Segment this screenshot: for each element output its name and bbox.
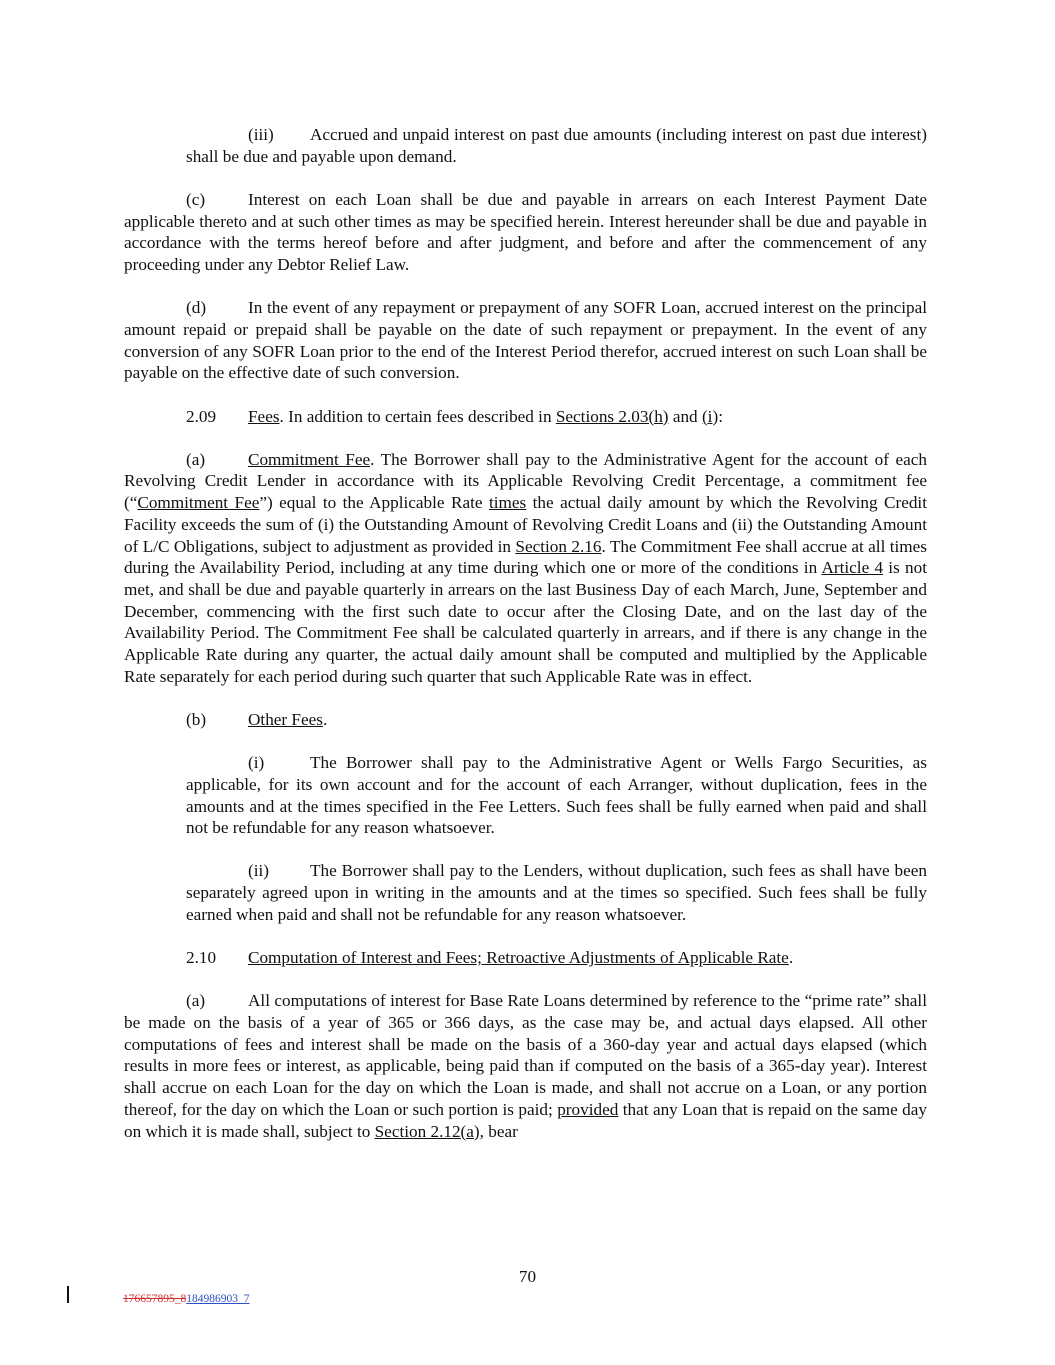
paragraph-number: (d) — [186, 298, 207, 318]
text-run: . The Borrower shall pay to the Administrative Agent for the account of each Revolving Credit Lender in accordance with its Applicable Revolving Credit Percentage, a commitment fee (“ — [124, 449, 927, 513]
text-run: : — [718, 406, 723, 426]
emphasis-provided: provided — [557, 1099, 619, 1119]
paragraph-other-fees-ii — [186, 860, 927, 925]
paragraph-text: The Borrower shall pay to the Administrative Agent or Wells Fargo Securities, as applicable, for its own account and for the account of each Arranger, without duplication, fees in the amounts and at the times specified in the Fee Letters. Such fees shall be fully earned when paid and shall not be refundable for any reason whatsoever. — [186, 753, 927, 838]
document-id-inserted: 184986903_7 — [186, 1293, 250, 1305]
cross-reference: Section 2.16 — [515, 536, 602, 556]
cross-reference: Section 2.12(a) — [374, 1121, 480, 1141]
text-run: . — [788, 948, 794, 968]
section-number: 2.10 — [186, 948, 217, 968]
text-run: . The Commitment Fee shall accrue at all times during the Availability Period, including at any time during which one or more of the conditions in — [124, 536, 927, 578]
section-title: Fees — [248, 406, 280, 426]
paragraph-text: The Borrower shall pay to the Lenders, without duplication, such fees as shall have been separately agreed upon in writing in the amounts and at the times so specified. Such fees shall be fully earned when paid and shall not be refundable for any reason whatsoever. — [186, 861, 927, 924]
defined-term: Commitment Fee — [137, 493, 260, 513]
text-run: and — [668, 406, 702, 426]
text-run: , bear — [479, 1121, 518, 1141]
paragraph-number: (i) — [248, 753, 265, 773]
text-run: is not met, and shall be due and payable quarterly in arrears on the last Business Day of each March, June, September and December, commencing with the first such date to occur after the Closing Date, and on the last day of the Availability Period. The Commitment Fee shall be calculated quarterly in arrears, and if there is any change in the Applicable Rate during any quarter, the actual daily amount shall be computed and multiplied by the Applicable Rate separately for each period during such quarter that such Applicable Rate was in effect. — [124, 558, 927, 686]
section-number: 2.09 — [186, 406, 217, 426]
section-2-10-heading — [124, 947, 927, 969]
paragraph-title: Commitment Fee — [248, 449, 371, 469]
text-run: All computations of interest for Base Rate Loans determined by reference to the “prime rate” shall be made on the basis of a year of 365 or 366 days, as the case may be, and actual days elapsed. All other computations of fees and interest shall be made on the basis of a 360-day year and actual days elapsed (which results in more fees or interest, as applicable, being paid than if computed on the basis of a 365-day year). Interest shall accrue on each Loan for the day on which the Loan is made, and shall not accrue on a Loan, or any portion thereof, for the day on which the Loan or such portion is paid; — [124, 991, 927, 1119]
document-id — [123, 1289, 250, 1311]
paragraph-number: (c) — [186, 189, 206, 209]
paragraph-other-fees-i — [186, 752, 927, 839]
paragraph-text: Interest on each Loan shall be due and payable in arrears on each Interest Payment Date applicable thereto and at such other times as may be specified herein. Interest hereunder shall be due and payable in accordance with the terms hereof before and after judgment, and before and after the commencement of any proceeding under any Debtor Relief Law. — [124, 189, 927, 275]
text-run: . In addition to certain fees described in — [279, 406, 556, 426]
paragraph-number: (b) — [186, 709, 207, 729]
document-id-deleted: 176657895_8 — [123, 1293, 187, 1305]
paragraph-number: (a) — [186, 991, 206, 1011]
text-run: that any Loan that is repaid on the same day on which it is made shall, subject to — [124, 1099, 927, 1141]
paragraph-number: (iii) — [248, 125, 274, 144]
text-run: . — [322, 709, 328, 729]
cross-reference: Sections 2.03(h) — [555, 406, 669, 426]
paragraph-title: Other Fees — [248, 709, 323, 729]
cross-reference: Article 4 — [821, 558, 884, 578]
paragraph-d — [124, 297, 927, 384]
document-body — [124, 124, 927, 1142]
paragraph-number: (ii) — [248, 861, 269, 881]
page-number: 70 — [518, 1267, 537, 1286]
cross-reference: (i) — [701, 406, 719, 426]
emphasis-times: times — [488, 493, 527, 513]
paragraph-other-fees — [124, 709, 927, 731]
text-run: ”) equal to the Applicable Rate — [259, 493, 489, 513]
paragraph-text: Accrued and unpaid interest on past due amounts (including interest on past due interest) shall be due and payable upon demand. — [186, 125, 927, 166]
text-run: the actual daily amount by which the Revolving Credit Facility exceeds the sum of (i) the Outstanding Amount of Revolving Credit Loans and (ii) the Outstanding Amount of L/C Obligations, subject to adjustment as provided in — [124, 493, 927, 556]
paragraph-text: In the event of any repayment or prepayment of any SOFR Loan, accrued interest on the principal amount repaid or prepaid shall be payable on the date of such repayment or prepayment. In the event of any conversion of any SOFR Loan prior to the end of the Interest Period therefor, accrued interest on such Loan shall be payable on the effective date of such conversion. — [124, 298, 927, 383]
paragraph-commitment-fee — [124, 449, 927, 688]
change-bar — [67, 1286, 69, 1303]
paragraph-computation-a — [124, 990, 927, 1142]
paragraph-c — [124, 189, 927, 276]
section-title: Computation of Interest and Fees; Retroactive Adjustments of Applicable Rate — [248, 948, 789, 968]
paragraph-number: (a) — [186, 449, 206, 469]
paragraph-iii — [186, 124, 927, 167]
section-2-09-heading — [124, 406, 927, 428]
